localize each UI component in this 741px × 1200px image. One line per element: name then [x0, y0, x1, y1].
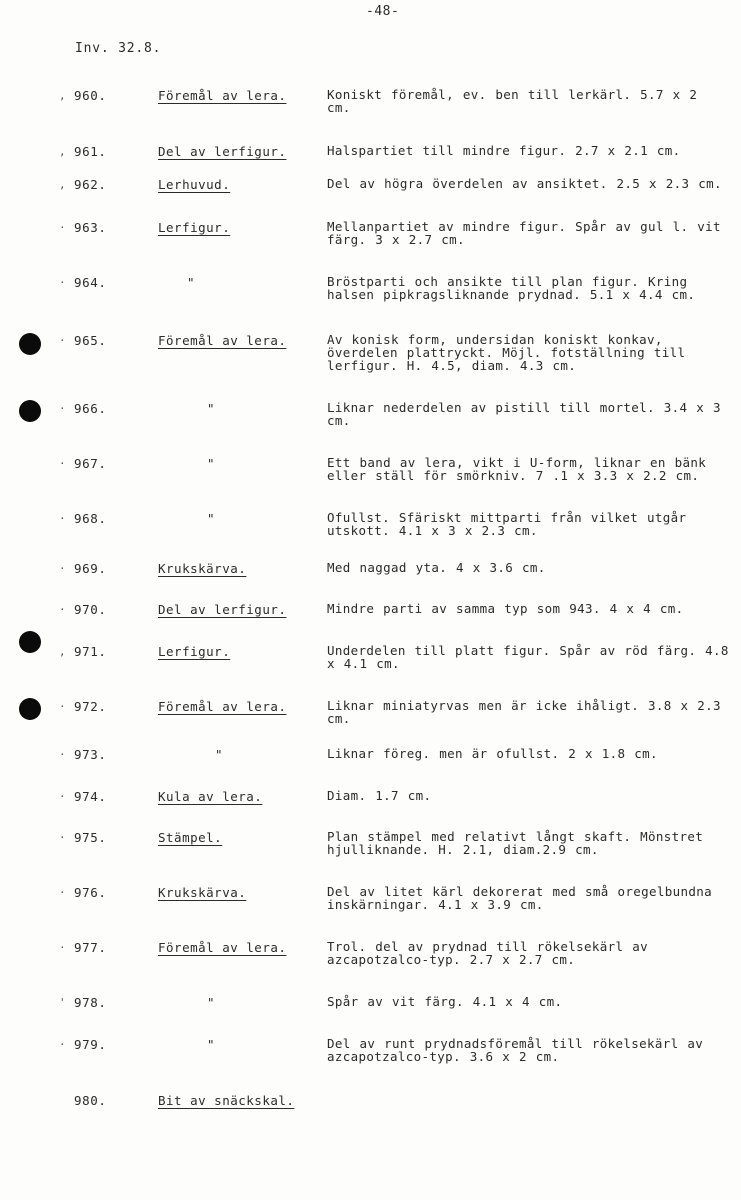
- entry-description: Del av runt prydnadsföremål till rökelsekärl av azcapotzalco-typ. 3.6 x 2 cm.: [327, 1036, 704, 1064]
- margin-tick: ·: [59, 790, 66, 803]
- entry-name: Lerfigur.: [158, 220, 231, 235]
- margin-tick: ,: [59, 645, 66, 658]
- entry-description: Spår av vit färg. 4.1 x 4 cm.: [327, 994, 563, 1009]
- entry-number: 977.: [74, 940, 107, 955]
- entry-name: Föremål av lera.: [158, 940, 287, 955]
- margin-tick: ,: [59, 89, 66, 102]
- entry-name-ditto: ": [187, 275, 196, 290]
- entry-description: Del av litet kärl dekorerat med små oregelbundna inskärningar. 4.1 x 3.9 cm.: [327, 884, 713, 912]
- entry-number: 962.: [74, 177, 107, 192]
- entry-number: 965.: [74, 333, 107, 348]
- margin-tick: ·: [59, 603, 66, 616]
- entry-number: 964.: [74, 275, 107, 290]
- entry-name: Kula av lera.: [158, 789, 263, 804]
- entry-number: 968.: [74, 511, 107, 526]
- entry-description: Diam. 1.7 cm.: [327, 788, 432, 803]
- margin-tick: ·: [59, 886, 66, 899]
- entry-description: Liknar föreg. men är ofullst. 2 x 1.8 cm.: [327, 746, 658, 761]
- entry-description: Underdelen till platt figur. Spår av röd färg. 4.8 x 4.1 cm.: [327, 643, 729, 671]
- margin-tick: ,: [59, 145, 66, 158]
- entry-name: Föremål av lera.: [158, 699, 287, 714]
- margin-tick: ,: [59, 178, 66, 191]
- punch-hole-mark: [19, 400, 41, 422]
- entry-number: 979.: [74, 1037, 107, 1052]
- entry-number: 975.: [74, 830, 107, 845]
- entry-name: Lerhuvud.: [158, 177, 231, 192]
- entry-number: 970.: [74, 602, 107, 617]
- entry-number: 963.: [74, 220, 107, 235]
- entry-description: Halspartiet till mindre figur. 2.7 x 2.1 cm.: [327, 143, 681, 158]
- entry-name: Del av lerfigur.: [158, 602, 287, 617]
- entry-name: Föremål av lera.: [158, 333, 287, 348]
- entry-description: Liknar nederdelen av pistill till mortel. 3.4 x 3 cm.: [327, 400, 721, 428]
- entry-name-ditto: ": [207, 995, 216, 1010]
- entry-number: 967.: [74, 456, 107, 471]
- entry-number: 960.: [74, 88, 107, 103]
- entry-number: 969.: [74, 561, 107, 576]
- entry-name-ditto: ": [207, 401, 216, 416]
- entry-number: 974.: [74, 789, 107, 804]
- punch-hole-mark: [19, 333, 41, 355]
- entry-description: Ofullst. Sfäriskt mittparti från vilket utgår utskott. 4.1 x 3 x 2.3 cm.: [327, 510, 687, 538]
- margin-tick: ·: [59, 1038, 66, 1051]
- entry-description: Av konisk form, undersidan koniskt konkav, överdelen plattryckt. Möjl. fotställning till lerfigur. H. 4.5, diam. 4.3 cm.: [327, 332, 686, 373]
- entry-number: 961.: [74, 144, 107, 159]
- margin-tick: ·: [59, 221, 66, 234]
- inventory-number: Inv. 32.8.: [75, 41, 162, 56]
- entry-description: Del av högra överdelen av ansiktet. 2.5 x 2.3 cm.: [327, 176, 722, 191]
- entry-name: Bit av snäckskal.: [158, 1093, 295, 1108]
- entry-description: Liknar miniatyrvas men är icke ihåligt. 3.8 x 2.3 cm.: [327, 698, 721, 726]
- entry-name-ditto: ": [215, 747, 224, 762]
- entry-description: Bröstparti och ansikte till plan figur. Kring halsen pipkragsliknande prydnad. 5.1 x 4.4 cm.: [327, 274, 696, 302]
- entry-name-ditto: ": [207, 1037, 216, 1052]
- margin-tick: ·: [59, 831, 66, 844]
- entry-number: 973.: [74, 747, 107, 762]
- entry-description: Plan stämpel med relativt långt skaft. Mönstret hjulliknande. H. 2.1, diam.2.9 cm.: [327, 829, 704, 857]
- margin-tick: ·: [59, 402, 66, 415]
- margin-tick: ·: [59, 562, 66, 575]
- entry-name: Stämpel.: [158, 830, 223, 845]
- entry-number: 971.: [74, 644, 107, 659]
- entry-description: Trol. del av prydnad till rökelsekärl av azcapotzalco-typ. 2.7 x 2.7 cm.: [327, 939, 649, 967]
- margin-tick: ·: [59, 457, 66, 470]
- entry-number: 972.: [74, 699, 107, 714]
- page-number: -48-: [366, 4, 400, 19]
- margin-tick: ·: [59, 941, 66, 954]
- entry-name: Föremål av lera.: [158, 88, 287, 103]
- entry-description: Mindre parti av samma typ som 943. 4 x 4 cm.: [327, 601, 684, 616]
- entry-description: Ett band av lera, vikt i U-form, liknar en bänk eller ställ för smörkniv. 7 .1 x 3.3 x 2.2 cm.: [327, 455, 707, 483]
- punch-hole-mark: [19, 631, 41, 653]
- margin-tick: ': [59, 996, 66, 1009]
- entry-description: Med naggad yta. 4 x 3.6 cm.: [327, 560, 546, 575]
- entry-name: Krukskärva.: [158, 561, 247, 576]
- entry-description: Koniskt föremål, ev. ben till lerkärl. 5.7 x 2 cm.: [327, 87, 698, 115]
- entry-number: 966.: [74, 401, 107, 416]
- punch-hole-mark: [19, 698, 41, 720]
- margin-tick: ·: [59, 700, 66, 713]
- entry-name: Krukskärva.: [158, 885, 247, 900]
- entry-name-ditto: ": [207, 511, 216, 526]
- entry-number: 980.: [74, 1093, 107, 1108]
- entry-description: Mellanpartiet av mindre figur. Spår av gul l. vit färg. 3 x 2.7 cm.: [327, 219, 721, 247]
- margin-tick: ·: [59, 512, 66, 525]
- entry-name: Del av lerfigur.: [158, 144, 287, 159]
- entry-name: Lerfigur.: [158, 644, 231, 659]
- margin-tick: ·: [59, 748, 66, 761]
- margin-tick: ·: [59, 334, 66, 347]
- entry-number: 976.: [74, 885, 107, 900]
- entry-number: 978.: [74, 995, 107, 1010]
- margin-tick: ·: [59, 276, 66, 289]
- entry-name-ditto: ": [207, 456, 216, 471]
